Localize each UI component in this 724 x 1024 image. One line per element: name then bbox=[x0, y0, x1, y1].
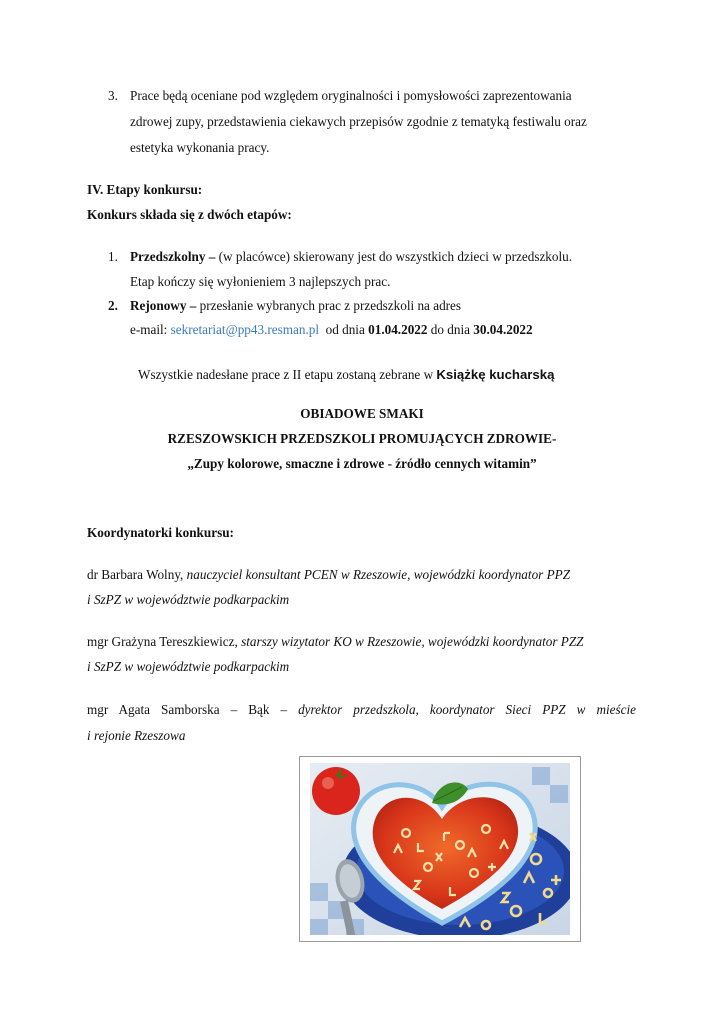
coordinator-3-line-2: i rejonie Rzeszowa bbox=[87, 728, 186, 743]
to-text: do dnia bbox=[427, 322, 474, 337]
coordinator-2-role: starszy wizytator KO w Rzeszowie, wojewódzki koordynator PZZ bbox=[241, 634, 584, 649]
coordinator-3-role: dyrektor przedszkola, koordynator Sieci PPZ w mieście bbox=[298, 702, 636, 717]
coordinator-1-line-2: i SzPZ w województwie podkarpackim bbox=[87, 592, 290, 607]
soup-illustration bbox=[310, 763, 570, 935]
coordinator-3-line-1 bbox=[87, 702, 636, 718]
book-title-line-2: RZESZOWSKICH PRZEDSZKOLI PROMUJĄCYCH ZDROWIE- bbox=[167, 431, 557, 446]
list-number: 2. bbox=[108, 298, 118, 313]
criteria-line-3: estetyka wykonania pracy. bbox=[130, 140, 270, 155]
criteria-line-2: zdrowej zupy, przedstawienia ciekawych przepisów zgodnie z tematyką festiwalu oraz bbox=[130, 114, 587, 129]
from-text: od dnia bbox=[319, 322, 369, 337]
coordinator-2-line-1 bbox=[87, 634, 583, 650]
stage-1-line bbox=[130, 249, 572, 265]
section-heading: IV. Etapy konkursu: bbox=[87, 182, 203, 197]
cookbook-note-text: Wszystkie nadesłane prace z II etapu zostaną zebrane w bbox=[138, 367, 437, 382]
book-title-line-3: „Zupy kolorowe, smaczne i zdrowe - źródło cennych witamin” bbox=[187, 456, 537, 471]
section-subheading: Konkurs składa się z dwóch etapów: bbox=[87, 207, 292, 222]
soup-photo bbox=[299, 756, 581, 942]
stage-2-text: przesłanie wybranych prac z przedszkoli na adres bbox=[196, 298, 462, 313]
email-link[interactable]: sekretariat@pp43.resman.pl bbox=[170, 322, 320, 337]
from-date: 01.04.2022 bbox=[368, 322, 428, 337]
coordinator-3-name: mgr Agata Samborska – Bąk – bbox=[87, 702, 299, 717]
criteria-line-1: Prace będą oceniane pod względem oryginalności i pomysłowości zaprezentowania bbox=[130, 88, 572, 103]
stage-1-title: Przedszkolny – bbox=[130, 249, 216, 264]
stage-2-title: Rejonowy – bbox=[130, 298, 197, 313]
coordinator-1-line-1 bbox=[87, 567, 570, 583]
stage-2-email-line bbox=[130, 322, 533, 338]
coordinators-heading: Koordynatorki konkursu: bbox=[87, 525, 234, 540]
list-number: 3. bbox=[108, 88, 118, 103]
to-date: 30.04.2022 bbox=[473, 322, 533, 337]
cookbook-name: Książkę kucharską bbox=[436, 367, 555, 382]
stage-1-line-2: Etap kończy się wyłonieniem 3 najlepszych prac. bbox=[130, 274, 391, 289]
coordinator-2-line-2: i SzPZ w województwie podkarpackim bbox=[87, 659, 290, 674]
book-title-line-1: OBIADOWE SMAKI bbox=[300, 406, 424, 421]
list-number: 1. bbox=[108, 249, 118, 264]
tomato-icon bbox=[312, 767, 360, 815]
cookbook-note bbox=[138, 367, 554, 383]
coordinator-1-name: dr Barbara Wolny, bbox=[87, 567, 187, 582]
stage-1-text: (w placówce) skierowany jest do wszystkich dzieci w przedszkolu. bbox=[215, 249, 573, 264]
coordinator-2-name: mgr Grażyna Tereszkiewicz, bbox=[87, 634, 242, 649]
email-label: e-mail: bbox=[130, 322, 171, 337]
stage-2-line bbox=[130, 298, 461, 314]
coordinator-1-role: nauczyciel konsultant PCEN w Rzeszowie, wojewódzki koordynator PPZ bbox=[186, 567, 571, 582]
